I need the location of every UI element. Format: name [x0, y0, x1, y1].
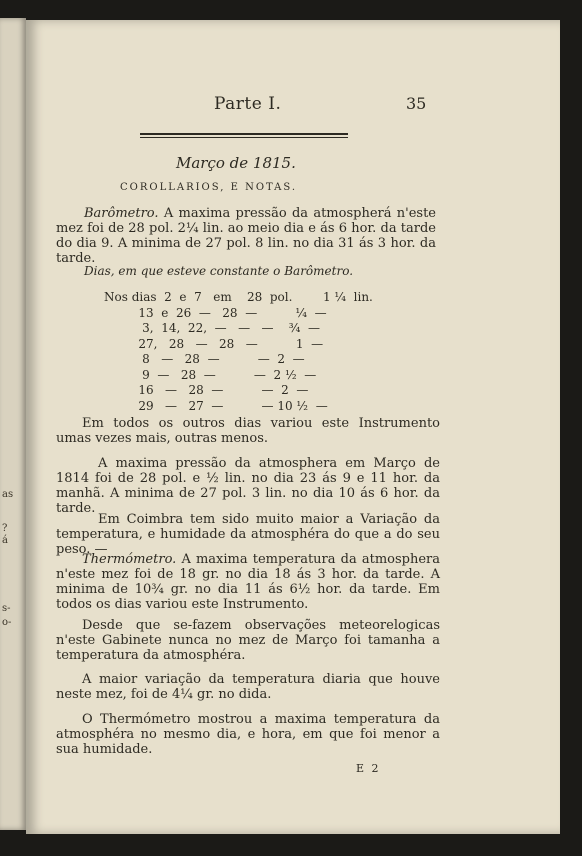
thermometer-humidity-paragraph: O Thermómetro mostrou a maxima temperatura da atmosphéra no mesmo dia, e hora, em que foi menor a sua humidade.	[56, 712, 440, 757]
left-page-edge	[0, 18, 26, 830]
other-days-paragraph: Em todos os outros dias variou este Instrumento umas vezes mais, outras menos.	[56, 416, 440, 446]
margin-fragment: o-	[2, 617, 12, 628]
table-row: 13 e 26 — 28 — ¼ —	[104, 305, 327, 320]
table-heading: Dias, em que esteve constante o Barômetro.	[84, 264, 354, 278]
barometer-text: A maxima pressão da atmospherá n'este mez foi de 28 pol. 2¼ lin. ao meio dia e ás 6 hor. da tarde do dia 9. A minima de 27 pol. 8 lin. no dia 31 ás 3 hor. da tarde.	[56, 206, 437, 266]
table-row: 27, 28 — 28 — 1 —	[104, 336, 324, 351]
coimbra-paragraph: Em Coimbra tem sido muito maior a Variação da temperatura, e humidade da atmosphéra do que a do seu peso. —	[56, 512, 440, 557]
variation-paragraph: A maior variação da temperatura diaria que houve neste mez, foi de 4¼ gr. no dida.	[56, 672, 440, 702]
observations-paragraph: Desde que se-fazem observações meteorelogicas n'este Gabinete nunca no mez de Março foi tamanha a temperatura da atmosphéra.	[56, 618, 440, 663]
thermometer-text: A maxima temperatura da atmosphera n'este mez foi de 18 gr. no dia 18 ás 3 hor. da tarde. A minima de 10¾ gr. no dia 11 ás 6½ hor. da tarde. Em todos os dias variou este Instrumento.	[56, 552, 440, 612]
margin-fragment: ?	[2, 523, 8, 534]
table-row: 3, 14, 22, — — — ¾ —	[104, 321, 321, 335]
barometer-paragraph	[56, 206, 436, 266]
book-page	[26, 20, 560, 834]
section-heading: COROLLARIOS, E NOTAS.	[120, 182, 298, 193]
table-row: 9 — 28 — — 2 ½ —	[104, 367, 317, 382]
header-rule-thin	[140, 137, 348, 138]
header-rule	[140, 133, 348, 135]
thermometer-label: Thermómetro.	[82, 552, 177, 567]
margin-fragment: as	[2, 489, 14, 500]
signature-mark: E 2	[356, 762, 381, 775]
table-row: 29 — 27 — — 10 ½ —	[104, 398, 328, 413]
margin-fragment: á	[2, 535, 8, 546]
barometer-label: Barômetro.	[84, 206, 159, 221]
march-1814-paragraph: A maxima pressão da atmosphera em Março de 1814 foi de 28 pol. e ½ lin. no dia 23 ás 9 e 11 hor. da manhã. A minima de 27 pol. 3 lin. no dia 10 ás 6 hor. da tarde.	[56, 456, 440, 516]
margin-fragment: s-	[2, 603, 11, 614]
month-heading: Março de 1815.	[176, 154, 296, 172]
table-row: 8 — 28 — — 2 —	[104, 352, 305, 366]
table-row: 16 — 28 — — 2 —	[104, 383, 309, 397]
table-row: Nos dias 2 e 7 em 28 pol. 1 ¼ lin.	[104, 290, 373, 304]
running-header: Parte I.	[214, 94, 282, 114]
thermometer-paragraph	[56, 552, 440, 612]
page-number: 35	[406, 94, 427, 113]
pressure-table	[104, 290, 373, 414]
